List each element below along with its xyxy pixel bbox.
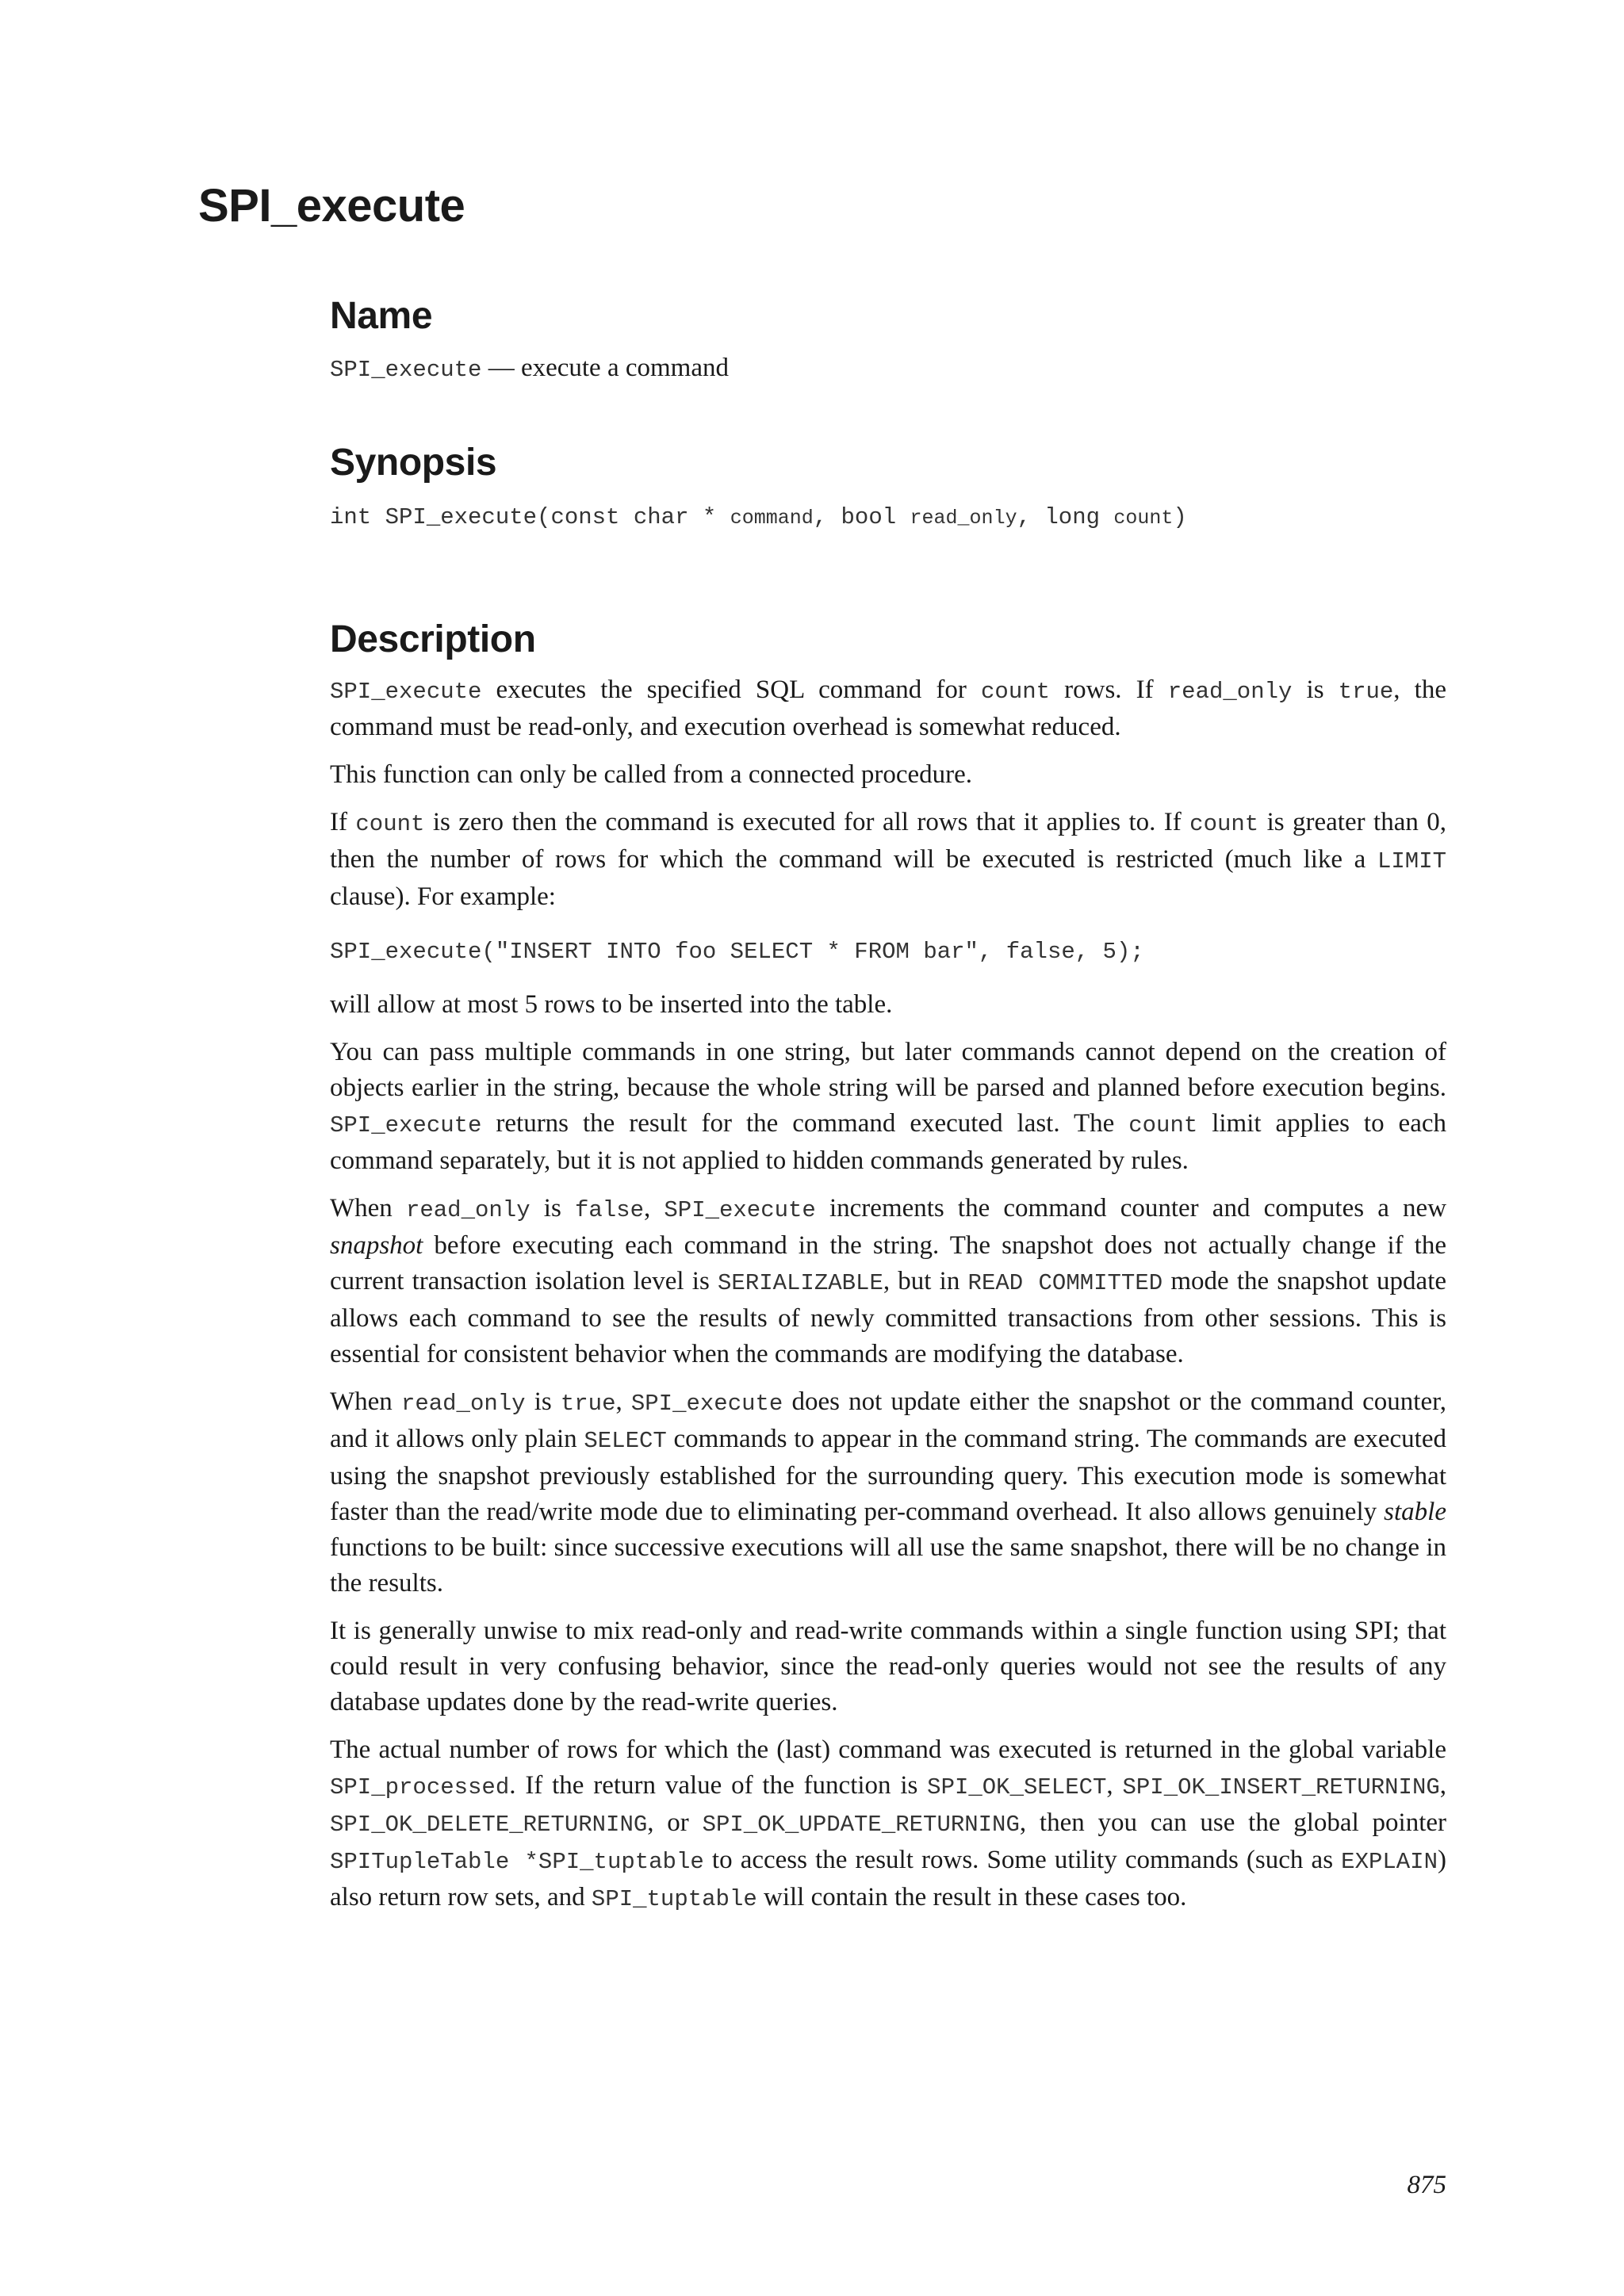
description-paragraph bbox=[330, 1191, 1446, 1372]
page-content bbox=[330, 293, 1446, 1917]
inline-code: SPI_execute bbox=[630, 1390, 783, 1417]
function-purpose: — execute a command bbox=[481, 353, 729, 382]
text-run: does not update either the snapshot or the command counter, and it allows only plain bbox=[330, 1387, 1447, 1453]
section-heading-synopsis: Synopsis bbox=[330, 441, 497, 484]
text-run: If bbox=[330, 807, 356, 836]
text-run: , bbox=[643, 1193, 665, 1223]
signature-part: , bool bbox=[813, 504, 910, 531]
text-run: will contain the result in these cases too. bbox=[756, 1882, 1187, 1911]
inline-code: SPITupleTable *SPI_tuptable bbox=[330, 1848, 704, 1875]
description-paragraph bbox=[330, 805, 1446, 915]
description-paragraph: This function can only be called from a connected procedure. bbox=[330, 760, 972, 789]
param-command: command bbox=[730, 507, 814, 530]
description-paragraph bbox=[330, 1732, 1446, 1917]
inline-code: SPI_execute bbox=[330, 1112, 482, 1138]
inline-code: read_only bbox=[1167, 678, 1293, 705]
text-run: is zero then the command is executed for all rows that it applies to. If bbox=[424, 807, 1190, 836]
text-run: executes the specified SQL command for bbox=[481, 675, 982, 704]
description-paragraph: It is generally unwise to mix read-only and read-write commands within a single function using SPI; that could result in very confusing behavior, since the read-only queries would not see the results of any database updates done by the read-write queries. bbox=[330, 1616, 1446, 1716]
text-run: . If the return value of the function is bbox=[509, 1770, 928, 1800]
text-run: returns the result for the command executed last. The bbox=[481, 1108, 1129, 1138]
section-heading-description: Description bbox=[330, 618, 536, 661]
text-run: When bbox=[330, 1387, 401, 1416]
synopsis-signature bbox=[330, 499, 1446, 536]
page-title: SPI_execute bbox=[198, 180, 465, 232]
inline-code: SPI_OK_UPDATE_RETURNING bbox=[702, 1811, 1020, 1838]
text-run: , bbox=[1439, 1770, 1447, 1800]
page-number: 875 bbox=[1407, 2171, 1446, 2199]
text-run: , bbox=[1106, 1770, 1123, 1800]
emphasis: snapshot bbox=[330, 1230, 423, 1260]
text-run: , but in bbox=[883, 1266, 968, 1295]
text-run: , or bbox=[647, 1808, 703, 1837]
text-run: When bbox=[330, 1193, 406, 1223]
inline-code: SPI_OK_SELECT bbox=[927, 1774, 1107, 1800]
text-run: , then you can use the global pointer bbox=[1019, 1808, 1446, 1837]
text-run: before executing each command in the string. The snapshot does not actually change if the current transaction isolation level is bbox=[330, 1230, 1446, 1295]
inline-code: SPI_OK_DELETE_RETURNING bbox=[330, 1811, 648, 1838]
text-run: is greater than 0, then the number of rows for which the command will be executed is restricted (much like a bbox=[330, 807, 1447, 874]
description-paragraph bbox=[330, 672, 1446, 745]
inline-code: EXPLAIN bbox=[1341, 1848, 1438, 1875]
section-heading-name: Name bbox=[330, 295, 433, 337]
inline-code: SPI_tuptable bbox=[591, 1885, 757, 1912]
param-count: count bbox=[1113, 507, 1174, 530]
inline-code: SPI_execute bbox=[664, 1196, 816, 1223]
text-run: is bbox=[1292, 675, 1339, 704]
inline-code: LIMIT bbox=[1377, 848, 1446, 874]
text-run: to access the result rows. Some utility commands (such as bbox=[703, 1845, 1342, 1874]
emphasis: stable bbox=[1384, 1497, 1446, 1526]
text-run: rows. If bbox=[1050, 675, 1168, 704]
inline-code: SERIALIZABLE bbox=[718, 1269, 883, 1296]
description-paragraph: will allow at most 5 rows to be inserted into the table. bbox=[330, 989, 893, 1019]
text-run: commands to appear in the command string. The commands are executed using the snapshot previously established for the surrounding query. This execution mode is somewhat faster than the read/write mode due to eliminating per-command overhead. It also allows genuinely bbox=[330, 1424, 1446, 1526]
text-run: limit applies to each command separately, but it is not applied to hidden commands generated by rules. bbox=[330, 1108, 1446, 1175]
text-run: ) also return row sets, and bbox=[330, 1845, 1446, 1911]
inline-code: SPI_processed bbox=[330, 1774, 510, 1800]
text-run: is bbox=[530, 1193, 575, 1223]
text-run: The actual number of rows for which the (last) command was executed is returned in the global variable bbox=[330, 1735, 1446, 1764]
text-run: , the command must be read-only, and execution overhead is somewhat reduced. bbox=[330, 675, 1446, 741]
inline-code: SELECT bbox=[584, 1427, 667, 1454]
code-example: SPI_execute("INSERT INTO foo SELECT * FROM bar", false, 5); bbox=[330, 938, 1144, 965]
signature-part: , long bbox=[1017, 504, 1114, 531]
description-paragraph bbox=[330, 1035, 1446, 1179]
text-run: is bbox=[525, 1387, 561, 1416]
function-name: SPI_execute bbox=[330, 356, 482, 383]
inline-code: READ COMMITTED bbox=[967, 1269, 1163, 1296]
inline-code: count bbox=[1128, 1112, 1198, 1138]
inline-code: SPI_OK_INSERT_RETURNING bbox=[1122, 1774, 1440, 1800]
signature-part: ) bbox=[1173, 504, 1187, 531]
name-line bbox=[330, 350, 1446, 388]
inline-code: read_only bbox=[400, 1390, 526, 1417]
text-run: increments the command counter and computes a new bbox=[815, 1193, 1447, 1223]
description-paragraph bbox=[330, 1384, 1446, 1601]
inline-code: SPI_execute bbox=[330, 678, 482, 705]
text-run: functions to be built: since successive executions will all use the same snapshot, there will be no change in the results. bbox=[330, 1533, 1446, 1598]
inline-code: count bbox=[1189, 810, 1259, 837]
text-run: You can pass multiple commands in one string, but later commands cannot depend on the creation of objects earlier in the string, because the whole string will be parsed and planned before execution begins. bbox=[330, 1037, 1446, 1102]
inline-code: count bbox=[981, 678, 1051, 705]
inline-code: false bbox=[574, 1196, 644, 1223]
inline-code: read_only bbox=[405, 1196, 530, 1223]
text-run: clause). For example: bbox=[330, 882, 556, 911]
text-run: , bbox=[615, 1387, 631, 1416]
inline-code: count bbox=[355, 810, 425, 837]
param-read-only: read_only bbox=[910, 507, 1017, 530]
text-run: mode the snapshot update allows each command to see the results of newly committed transactions from other sessions. This is essential for consistent behavior when the commands are modifying the database. bbox=[330, 1266, 1447, 1368]
inline-code: true bbox=[560, 1390, 616, 1417]
inline-code: true bbox=[1338, 678, 1394, 705]
signature-part: int SPI_execute(const char * bbox=[330, 504, 730, 531]
